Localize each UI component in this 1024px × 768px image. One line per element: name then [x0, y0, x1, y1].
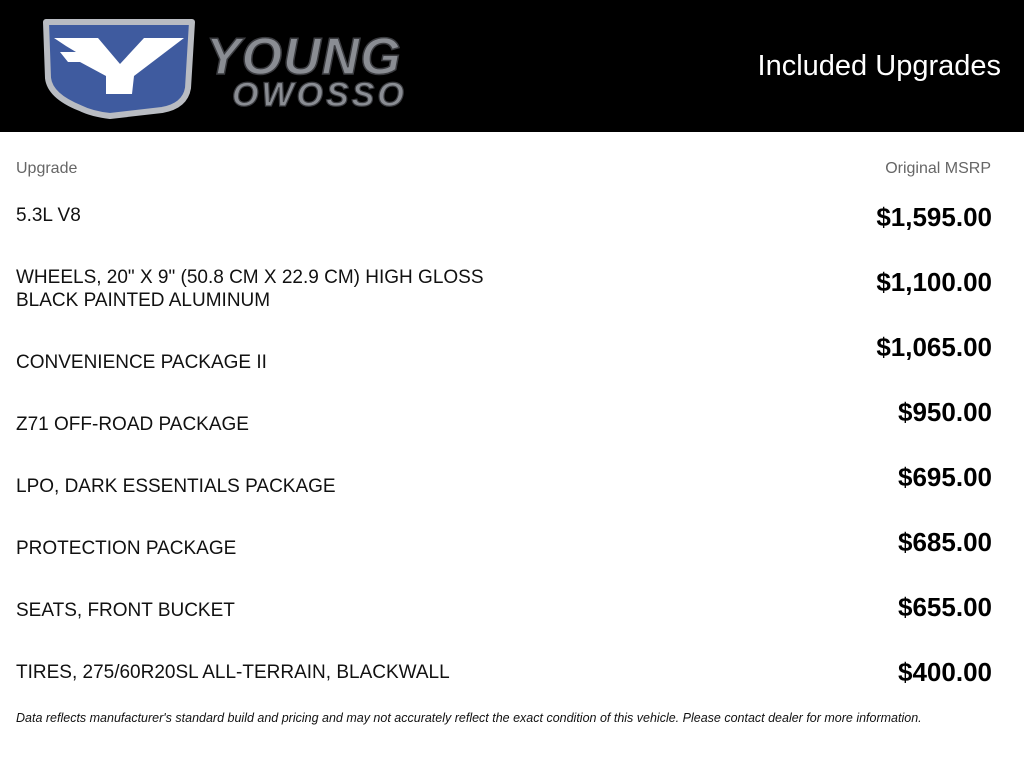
dealer-logo [40, 16, 510, 120]
upgrade-name: TIRES, 275/60R20SL ALL-TERRAIN, BLACKWALL [16, 662, 450, 683]
brand-wordmark-young: YOUNG [206, 28, 402, 86]
brand-wordmark-owosso: OWOSSO [232, 76, 407, 114]
upgrade-price: $695.00 [898, 462, 992, 492]
upgrade-price: $1,595.00 [876, 202, 992, 232]
page-title: Included Upgrades [757, 50, 1001, 82]
upgrade-name: PROTECTION PACKAGE [16, 538, 237, 559]
disclaimer-text: Data reflects manufacturer's standard build and pricing and may not accurately reflect the exact condition of this vehicle. Please contact dealer for more information. [16, 711, 922, 725]
upgrade-name: LPO, DARK ESSENTIALS PACKAGE [16, 476, 336, 497]
upgrade-price: $400.00 [898, 657, 992, 687]
header-bar [0, 0, 1024, 132]
upgrade-name: SEATS, FRONT BUCKET [16, 600, 235, 621]
upgrade-price: $1,100.00 [876, 267, 992, 297]
column-header-upgrade: Upgrade [16, 160, 78, 177]
column-header-msrp: Original MSRP [885, 160, 991, 177]
upgrade-name: 5.3L V8 [16, 205, 81, 226]
upgrade-price: $685.00 [898, 527, 992, 557]
upgrade-name: CONVENIENCE PACKAGE II [16, 352, 267, 373]
upgrade-price: $1,065.00 [876, 332, 992, 362]
upgrade-name: WHEELS, 20" X 9" (50.8 CM X 22.9 CM) HIGH GLOSS BLACK PAINTED ALUMINUM [16, 267, 484, 311]
upgrade-name: Z71 OFF-ROAD PACKAGE [16, 414, 249, 435]
upgrade-price: $950.00 [898, 397, 992, 427]
upgrade-price: $655.00 [898, 592, 992, 622]
